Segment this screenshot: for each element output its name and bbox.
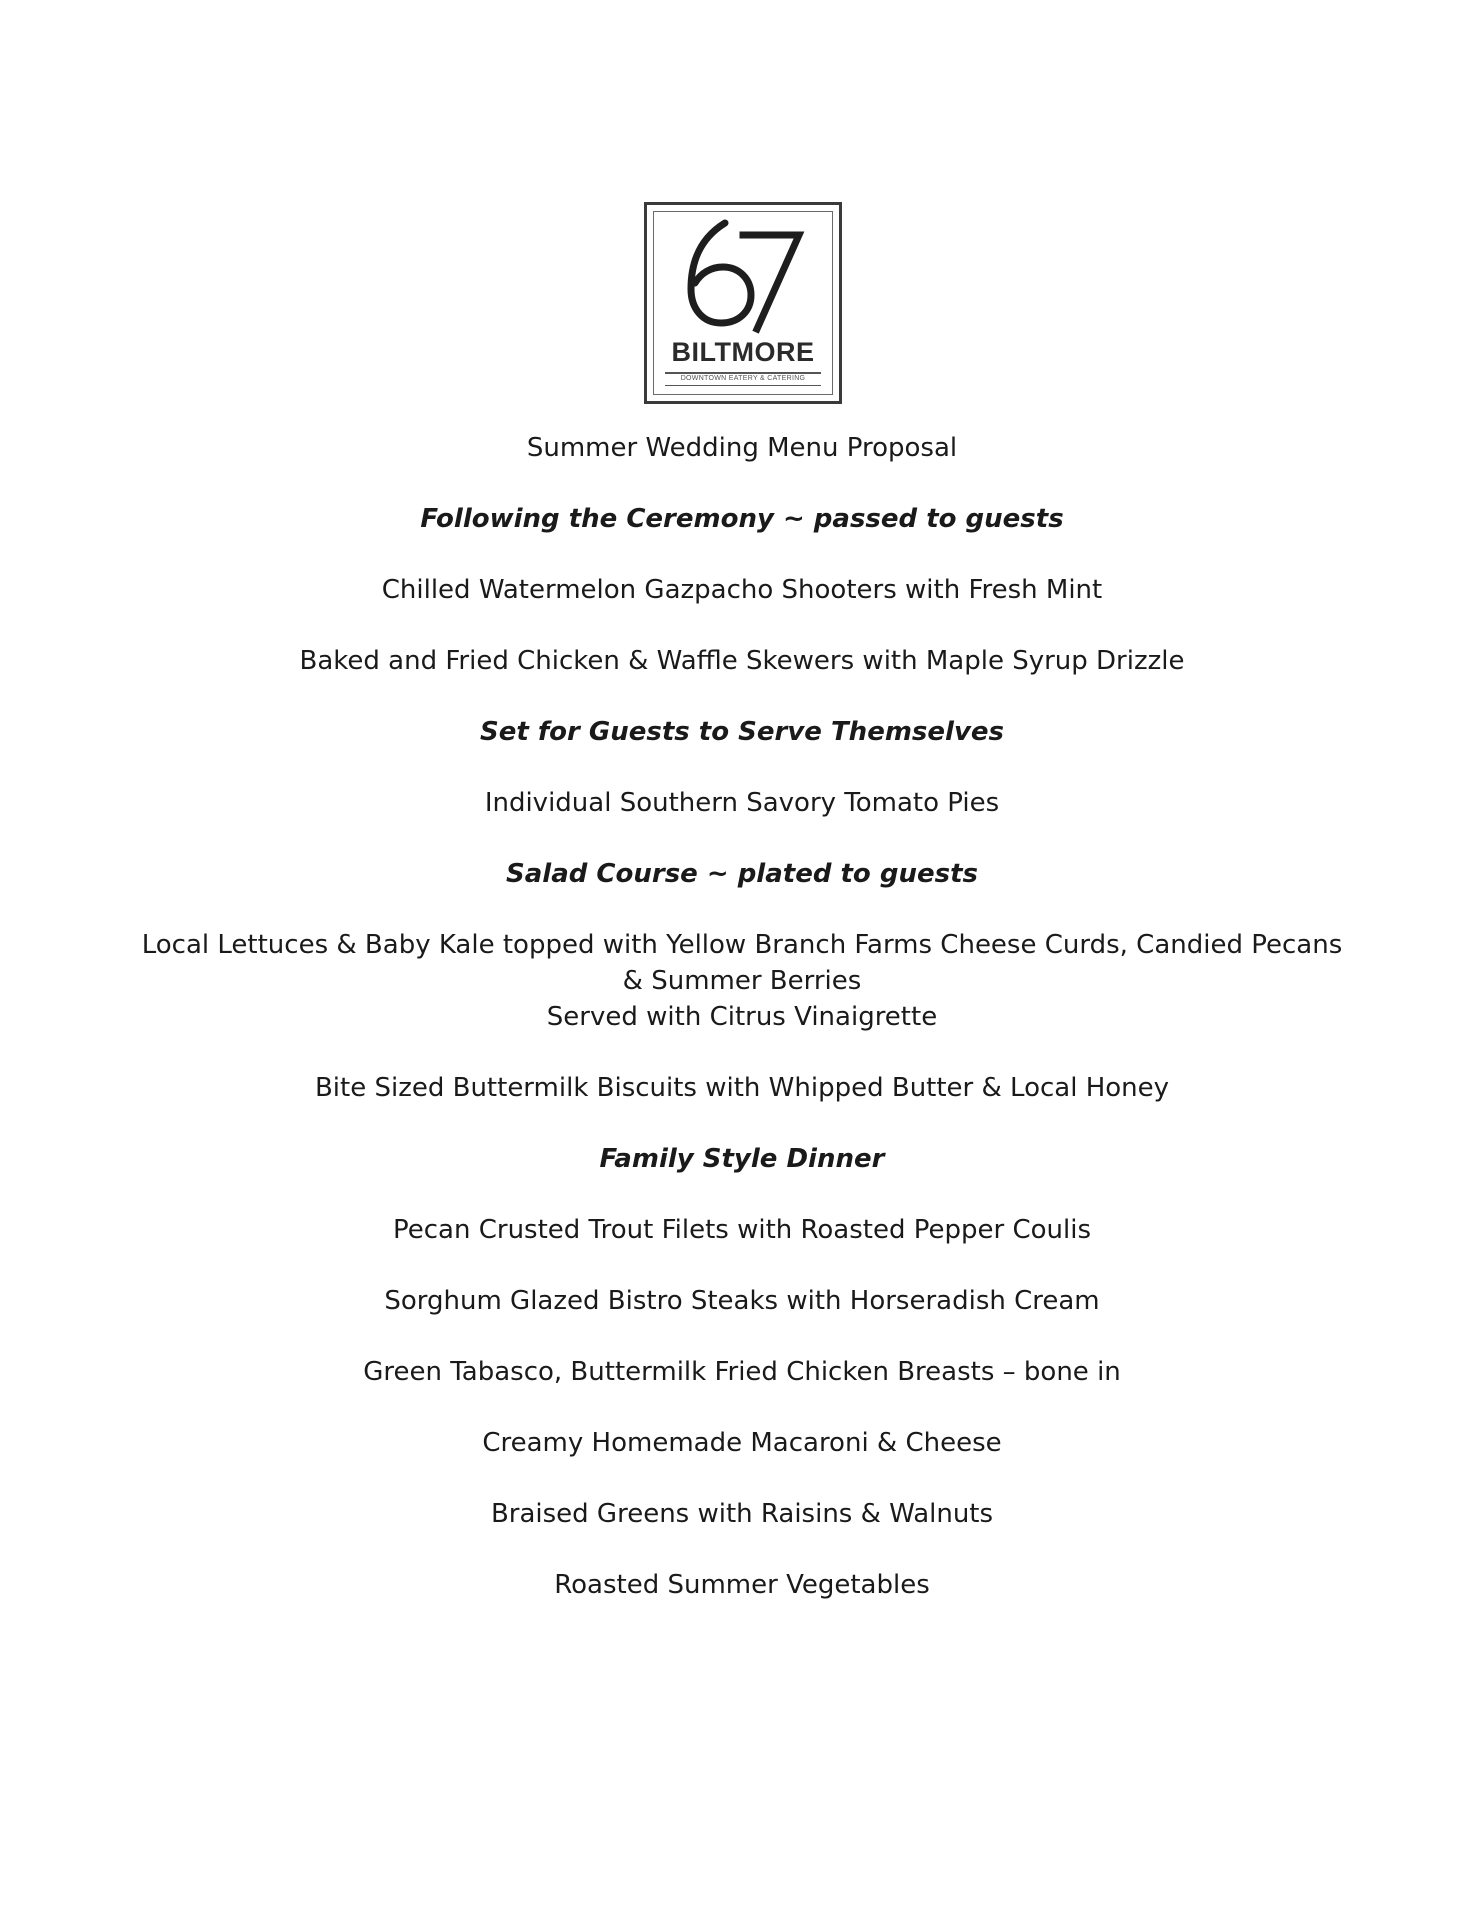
menu-item: Green Tabasco, Buttermilk Fried Chicken Breasts – bone in [363, 1357, 1121, 1387]
section-heading: Set for Guests to Serve Themselves [479, 717, 1004, 747]
menu-item: Individual Southern Savory Tomato Pies [484, 788, 1000, 818]
salad-description-line: & Summer Berries [622, 966, 862, 996]
salad-description-line: Local Lettuces & Baby Kale topped with Yellow Branch Farms Cheese Curds, Candied Pecans [141, 930, 1343, 960]
restaurant-logo [644, 202, 842, 404]
menu-item: Pecan Crusted Trout Filets with Roasted Pepper Coulis [393, 1215, 1091, 1245]
logo-rule [665, 372, 821, 374]
logo-wordmark: BILTMORE [671, 337, 815, 367]
menu-item: Bite Sized Buttermilk Biscuits with Whipped Butter & Local Honey [314, 1073, 1170, 1103]
section-heading: Family Style Dinner [599, 1144, 885, 1174]
menu-item: Roasted Summer Vegetables [554, 1570, 930, 1600]
salad-dressing-line: Served with Citrus Vinaigrette [546, 1002, 938, 1032]
logo-rule [665, 385, 821, 386]
section-heading: Salad Course ~ plated to guests [506, 859, 978, 889]
section-heading: Following the Ceremony ~ passed to guests [420, 504, 1064, 534]
menu-item: Braised Greens with Raisins & Walnuts [490, 1499, 994, 1529]
menu-item: Chilled Watermelon Gazpacho Shooters with Fresh Mint [381, 575, 1103, 605]
menu-item: Sorghum Glazed Bistro Steaks with Horseradish Cream [384, 1286, 1100, 1316]
menu-title: Summer Wedding Menu Proposal [526, 433, 958, 463]
menu-item: Baked and Fried Chicken & Waffle Skewers with Maple Syrup Drizzle [299, 646, 1185, 676]
menu-proposal [0, 430, 1484, 1638]
logo-tagline: DOWNTOWN EATERY & CATERING [680, 375, 806, 382]
menu-item: Creamy Homemade Macaroni & Cheese [482, 1428, 1002, 1458]
